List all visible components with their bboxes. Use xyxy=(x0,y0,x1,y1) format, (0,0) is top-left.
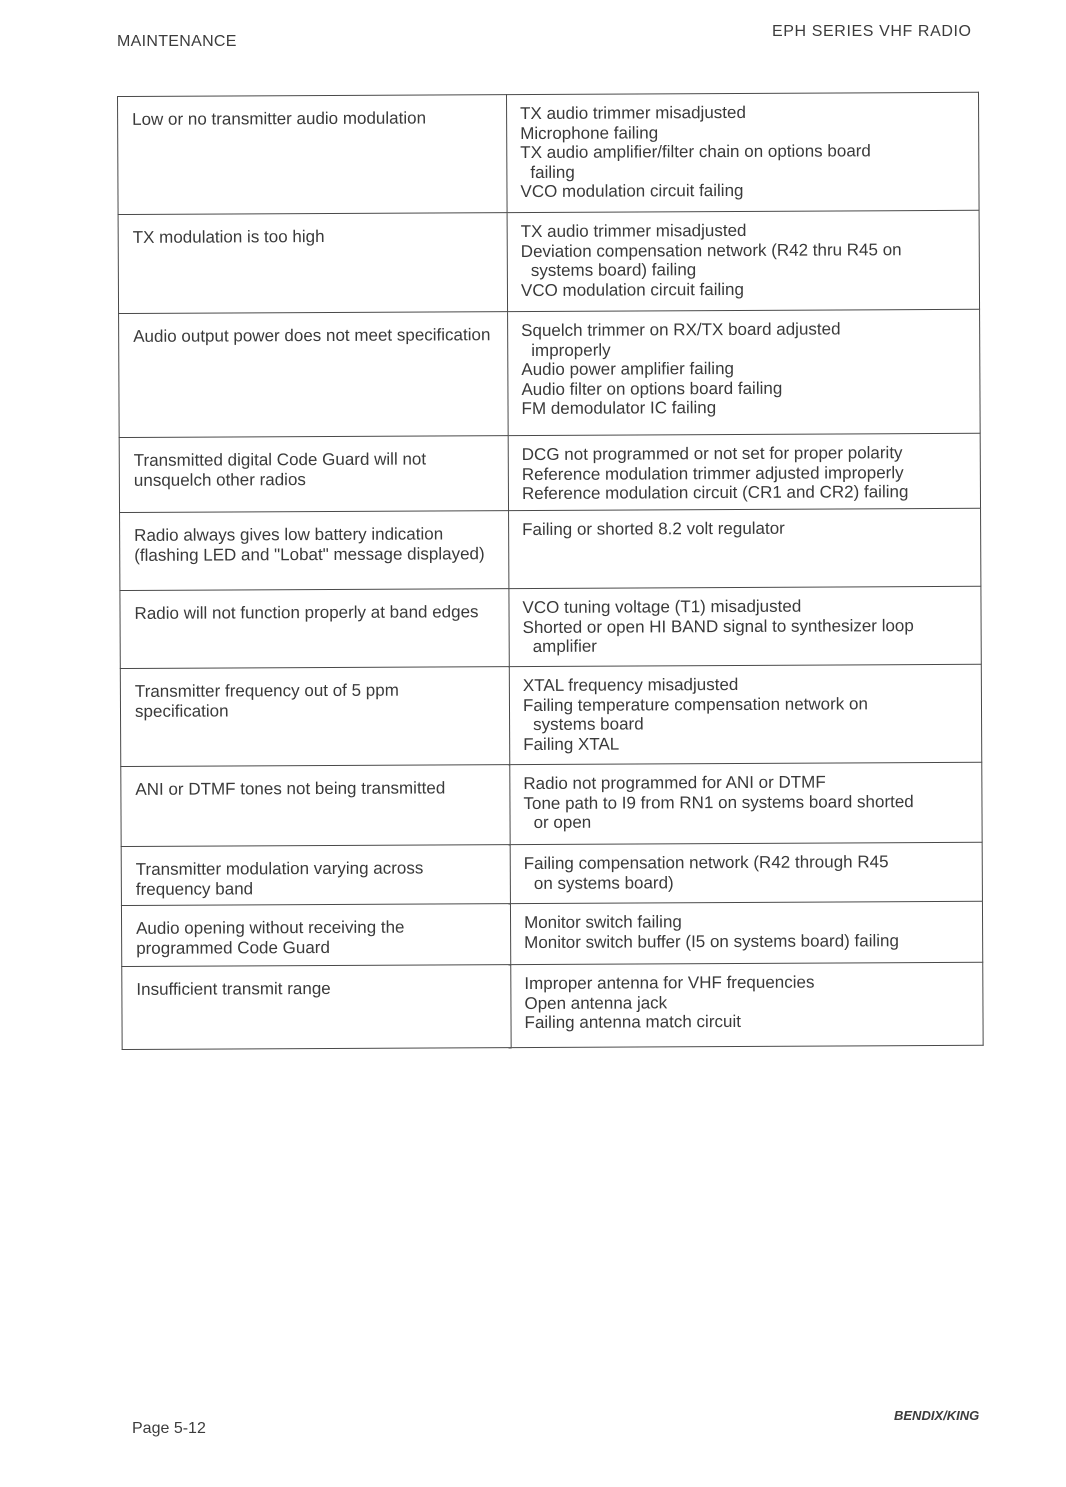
table-row xyxy=(118,92,980,214)
cause-line: Reference modulation circuit (CR1 and CR2) failing xyxy=(521,482,909,504)
table-row xyxy=(119,433,980,512)
cause-line: Failing antenna match circuit xyxy=(524,1011,741,1033)
cause-cell xyxy=(511,962,983,1047)
table-row xyxy=(118,210,979,313)
cause-line: Failing XTAL xyxy=(523,734,620,754)
symptom-cell: Low or no transmitter audio modulation xyxy=(118,95,508,215)
symptom-cell: Radio always gives low battery indication (flashing LED and "Lobat" message displayed) xyxy=(120,511,509,591)
table-row xyxy=(121,901,982,966)
table-row xyxy=(122,962,983,1049)
table-row xyxy=(120,586,981,668)
cause-cell xyxy=(510,762,982,844)
cause-line: VCO modulation circuit failing xyxy=(520,279,744,300)
symptom-cell: Audio output power does not meet specification xyxy=(119,312,509,438)
cause-line: Reference modulation trimmer adjusted improperly xyxy=(521,462,904,484)
cause-line: TX audio amplifier/filter chain on options board xyxy=(520,141,871,163)
symptom-cell: ANI or DTMF tones not being transmitted xyxy=(121,765,510,847)
cause-cell xyxy=(508,309,981,435)
table-row xyxy=(120,664,981,766)
table-row xyxy=(120,508,981,590)
cause-cell xyxy=(509,586,981,666)
cause-line: improperly xyxy=(531,340,611,360)
cause-line: VCO tuning voltage (T1) misadjusted xyxy=(522,596,802,618)
cause-cell xyxy=(510,901,982,964)
cause-cell xyxy=(508,433,980,510)
cause-line: DCG not programmed or not set for proper polarity xyxy=(521,443,903,465)
cause-line: Monitor switch failing xyxy=(523,912,682,933)
troubleshooting-table xyxy=(117,92,984,1050)
cause-line: systems board) failing xyxy=(530,260,697,280)
brand-logo-text: BENDIX/KING xyxy=(894,1408,980,1423)
cause-line: Improper antenna for VHF frequencies xyxy=(524,972,815,994)
page-number: Page 5-12 xyxy=(132,1420,206,1437)
document-title-header: EPH SERIES VHF RADIO xyxy=(772,23,972,40)
cause-line: Shorted or open HI BAND signal to synthesizer loop xyxy=(522,615,914,637)
cause-line: XTAL frequency misadjusted xyxy=(522,674,739,696)
symptom-cell: Insufficient transmit range xyxy=(122,965,511,1050)
table-row xyxy=(121,762,982,846)
cause-line: amplifier xyxy=(532,636,597,656)
cause-cell xyxy=(507,210,979,311)
symptom-cell: Transmitter frequency out of 5 ppm specification xyxy=(120,667,509,767)
cause-line: Tone path to I9 from RN1 on systems board shorted xyxy=(523,791,914,813)
cause-line: Radio not programmed for ANI or DTMF xyxy=(523,772,826,794)
table-row xyxy=(121,842,982,905)
cause-cell xyxy=(509,508,981,588)
symptom-cell: Radio will not function properly at band edges xyxy=(120,589,509,669)
cause-cell xyxy=(509,664,981,764)
cause-cell xyxy=(506,92,979,212)
cause-line: TX audio trimmer misadjusted xyxy=(520,220,747,242)
cause-line: Deviation compensation network (R42 thru R45 on xyxy=(520,239,902,261)
cause-line: Audio filter on options board failing xyxy=(521,378,783,399)
cause-line: Failing compensation network (R42 through R45 xyxy=(523,852,889,874)
cause-line: failing xyxy=(530,162,575,182)
cause-line: FM demodulator IC failing xyxy=(521,398,717,419)
cause-line: or open xyxy=(533,812,592,832)
cause-line: Failing or shorted 8.2 volt regulator xyxy=(522,518,785,540)
symptom-cell: Transmitter modulation varying across frequency band xyxy=(121,845,510,906)
cause-line: Open antenna jack xyxy=(524,992,668,1013)
cause-cell xyxy=(510,842,982,903)
cause-line: Failing temperature compensation network on xyxy=(522,693,868,715)
cause-line: Audio power amplifier failing xyxy=(521,358,734,380)
cause-line: on systems board) xyxy=(533,872,674,893)
section-header: MAINTENANCE xyxy=(117,33,237,50)
cause-line: Microphone failing xyxy=(520,122,659,143)
symptom-cell: Audio opening without receiving the programmed Code Guard xyxy=(121,904,510,967)
cause-line: TX audio trimmer misadjusted xyxy=(520,102,746,124)
cause-line: VCO modulation circuit failing xyxy=(520,180,744,202)
table-row xyxy=(119,309,981,437)
cause-line: systems board xyxy=(533,714,644,734)
cause-line: Squelch trimmer on RX/TX board adjusted xyxy=(521,319,841,341)
symptom-cell: Transmitted digital Code Guard will not unsquelch other radios xyxy=(119,436,508,513)
cause-line: Monitor switch buffer (I5 on systems board) failing xyxy=(524,930,899,952)
symptom-cell: TX modulation is too high xyxy=(118,213,507,314)
